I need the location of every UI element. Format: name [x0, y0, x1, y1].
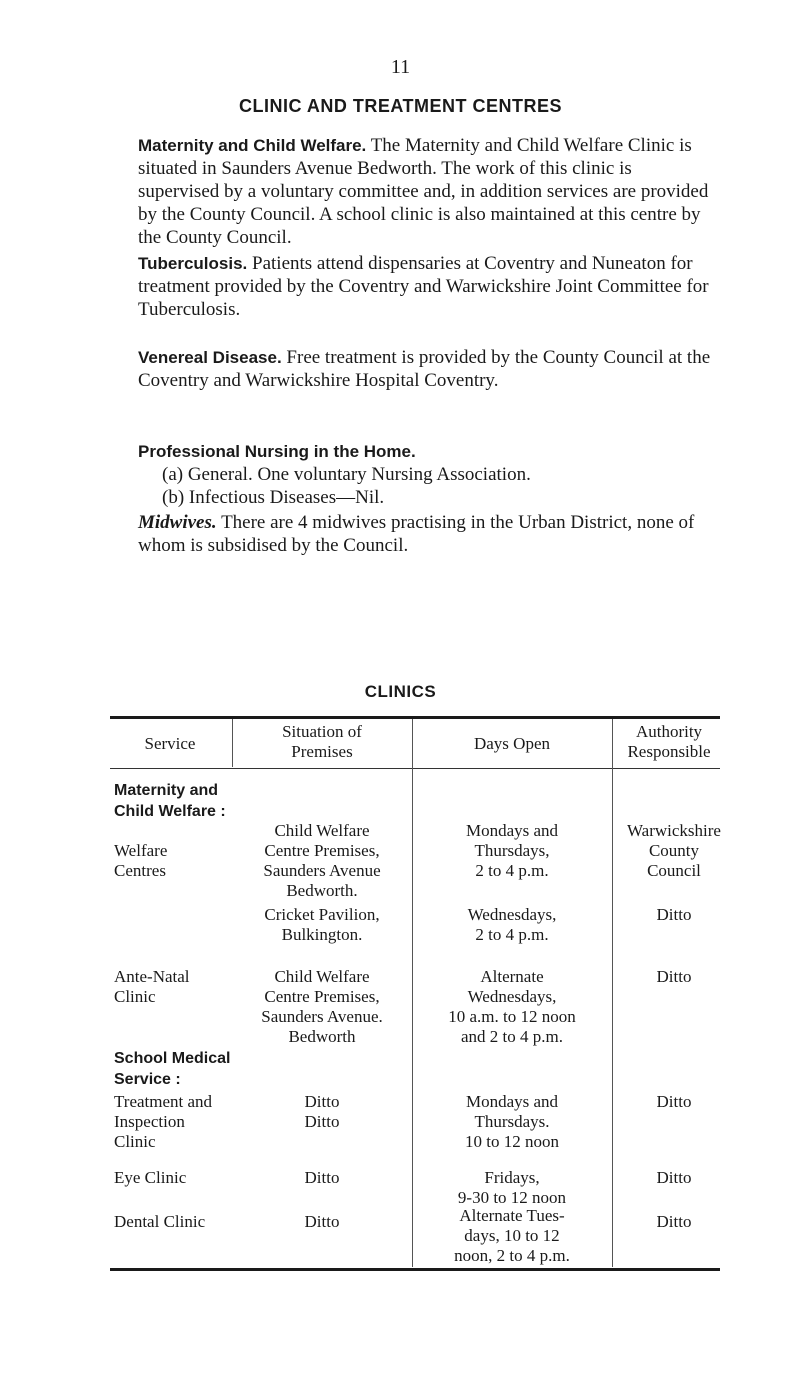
section-line: Service :	[114, 1071, 181, 1088]
nursing-lead: Professional Nursing in the Home.	[138, 442, 416, 461]
row-authority: Ditto	[656, 1212, 692, 1231]
row-service	[114, 967, 190, 1007]
cell-line: Welfare	[114, 841, 168, 860]
cell-line: Centre Premises,	[264, 987, 380, 1006]
section-line: Child Welfare :	[114, 803, 226, 820]
row-days	[412, 821, 612, 881]
cell-line: days, 10 to 12	[464, 1226, 560, 1245]
cell-line: Centres	[114, 861, 166, 880]
header-situation-line: Premises	[291, 742, 353, 761]
cell-line: Council	[647, 861, 701, 880]
row-authority: Ditto	[656, 1168, 692, 1187]
venereal-text: Free treatment is provided by the County Council at the Coventry and Warwickshire Hospital Coventry.	[138, 347, 711, 391]
row-service	[114, 841, 167, 881]
midwives-lead: Midwives.	[138, 512, 217, 533]
table-top-rule	[110, 716, 720, 719]
paragraph-nursing	[138, 440, 716, 509]
row-situation: Ditto	[304, 1212, 340, 1231]
cell-line: Wednesdays,	[467, 987, 557, 1006]
header-authority-line: Responsible	[627, 742, 711, 761]
section-school-medical	[114, 1048, 230, 1090]
cell-line: 2 to 4 p.m.	[475, 925, 549, 944]
cell-line: Child Welfare	[274, 821, 370, 840]
row-situation	[232, 905, 412, 945]
cell-line: Alternate Tues-	[459, 1206, 565, 1225]
nursing-item-a: (a) General. One voluntary Nursing Association.	[162, 464, 531, 485]
cell-line: Fridays,	[484, 1168, 540, 1187]
paragraph-venereal	[138, 346, 716, 392]
column-divider	[232, 719, 233, 767]
cell-line: Ditto	[304, 1092, 340, 1111]
cell-line: Bedworth	[288, 1027, 356, 1046]
venereal-lead: Venereal Disease.	[138, 348, 282, 367]
page-heading: CLINIC AND TREATMENT CENTRES	[239, 96, 562, 116]
cell-line: Ante-Natal	[114, 967, 190, 986]
cell-line: noon, 2 to 4 p.m.	[454, 1246, 570, 1265]
row-service: Dental Clinic	[114, 1212, 206, 1231]
row-authority: Ditto	[656, 967, 692, 986]
cell-line: Wednesdays,	[467, 905, 557, 924]
cell-line: Cricket Pavilion,	[264, 905, 380, 924]
row-days	[412, 967, 612, 1047]
clinics-title: CLINICS	[364, 682, 437, 701]
row-authority: Ditto	[656, 905, 692, 924]
page-number: 11	[390, 56, 411, 78]
tuberculosis-text: Patients attend dispensaries at Coventry and Nuneaton for treatment provided by the Coventry and Warwickshire Joint Committee for Tuberculosis.	[138, 253, 709, 320]
midwives-text: There are 4 midwives practising in the Urban District, none of whom is subsidised by the Council.	[138, 512, 695, 556]
section-line: School Medical	[114, 1050, 231, 1067]
row-situation	[232, 967, 412, 1047]
row-situation: Ditto	[304, 1168, 340, 1187]
row-situation	[232, 821, 412, 901]
row-service	[114, 1092, 212, 1152]
paragraph-maternity	[138, 134, 716, 249]
cell-line: and 2 to 4 p.m.	[461, 1027, 563, 1046]
paragraph-tuberculosis	[138, 252, 716, 321]
cell-line: Warwickshire	[627, 821, 721, 840]
cell-line: County	[648, 841, 700, 860]
nursing-item-b: (b) Infectious Diseases—Nil.	[162, 487, 385, 508]
table-header-rule	[110, 768, 720, 769]
cell-line: Mondays and	[465, 1092, 559, 1111]
section-maternity	[114, 780, 226, 822]
header-authority	[614, 722, 724, 762]
maternity-lead: Maternity and Child Welfare.	[138, 136, 367, 155]
row-service: Eye Clinic	[114, 1168, 187, 1187]
header-service: Service	[144, 734, 196, 753]
cell-line: 2 to 4 p.m.	[475, 861, 549, 880]
cell-line: Bulkington.	[281, 925, 363, 944]
header-days-open: Days Open	[473, 734, 550, 753]
cell-line: 10 a.m. to 12 noon	[448, 1007, 576, 1026]
row-situation	[232, 1092, 412, 1132]
row-days	[412, 1092, 612, 1152]
table-bottom-rule	[110, 1268, 720, 1271]
cell-line: Inspection	[114, 1112, 185, 1131]
cell-line: Centre Premises,	[264, 841, 380, 860]
cell-line: Treatment and	[114, 1092, 213, 1111]
cell-line: Alternate	[480, 967, 544, 986]
cell-line: Thursdays,	[474, 841, 550, 860]
header-situation	[234, 722, 410, 762]
header-authority-line: Authority	[635, 722, 703, 741]
row-days	[412, 1168, 612, 1208]
cell-line: Ditto	[304, 1112, 340, 1131]
cell-line: 10 to 12 noon	[465, 1132, 559, 1151]
cell-line: Thursdays.	[474, 1112, 550, 1131]
cell-line: 9-30 to 12 noon	[457, 1188, 567, 1207]
section-line: Maternity and	[114, 782, 219, 799]
header-situation-line: Situation of	[282, 722, 362, 741]
tuberculosis-lead: Tuberculosis.	[138, 254, 248, 273]
cell-line: Saunders Avenue.	[261, 1007, 383, 1026]
cell-line: Child Welfare	[274, 967, 370, 986]
paragraph-midwives	[138, 511, 716, 557]
row-days	[412, 1206, 612, 1266]
cell-line: Clinic	[114, 987, 156, 1006]
cell-line: Clinic	[114, 1132, 156, 1151]
cell-line: Mondays and	[465, 821, 559, 840]
row-authority	[612, 821, 736, 881]
row-authority: Ditto	[656, 1092, 692, 1111]
cell-line: Bedworth.	[286, 881, 358, 900]
row-days	[412, 905, 612, 945]
maternity-text: The Maternity and Child Welfare Clinic is situated in Saunders Avenue Bedworth. The work of this clinic is supervised by a voluntary committee and, in addition services are provided by the County Council. A school clinic is also maintained at this centre by the County Council.	[138, 135, 709, 248]
cell-line: Saunders Avenue	[263, 861, 381, 880]
